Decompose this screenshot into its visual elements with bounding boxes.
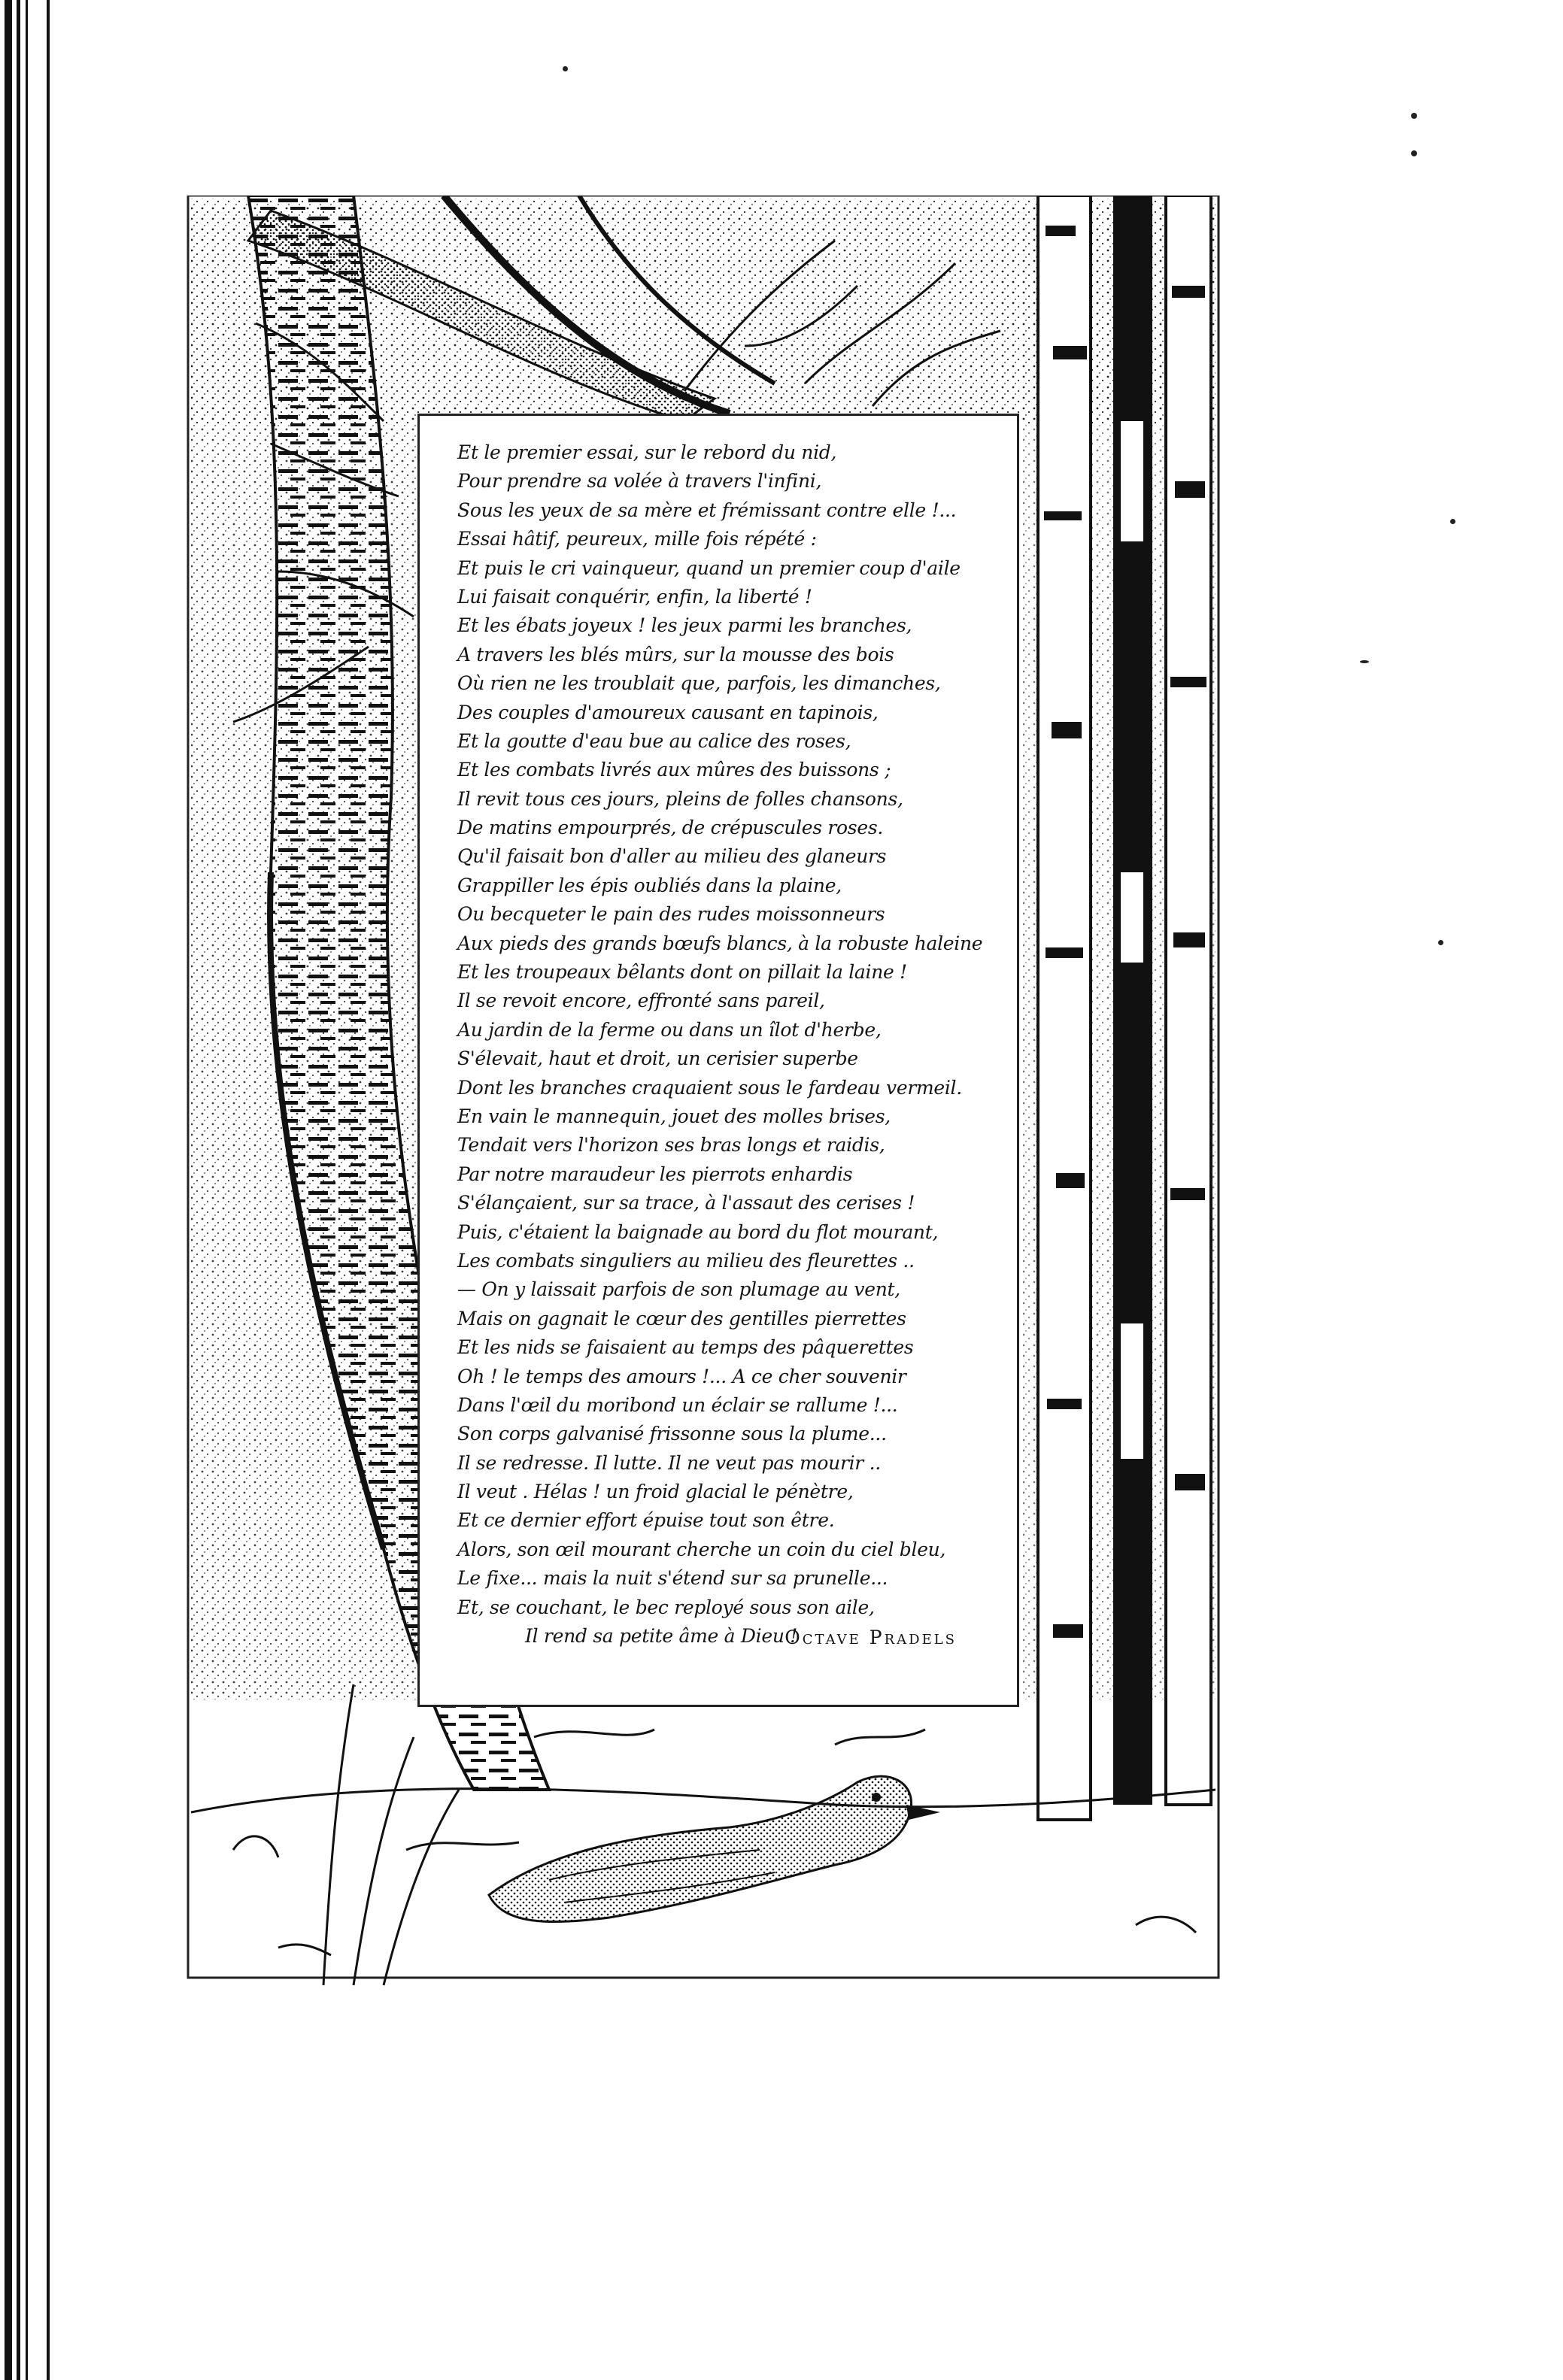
poem-line: Ou becqueter le pain des rudes moissonneurs — [457, 903, 885, 926]
poem-line: Oh ! le temps des amours !... A ce cher souvenir — [457, 1365, 906, 1387]
poem-line: Il revit tous ces jours, pleins de folles chansons, — [457, 787, 903, 810]
poem-line: Tendait vers l'horizon ses bras longs et raidis, — [457, 1134, 885, 1157]
poem-line: Où rien ne les troublait que, parfois, les dimanches, — [457, 672, 941, 695]
poem-line: Qu'il faisait bon d'aller au milieu des glaneurs — [457, 845, 887, 868]
poem-line: Et la goutte d'eau bue au calice des roses, — [457, 729, 851, 752]
poem-line: Par notre maraudeur les pierrots enhardis — [457, 1163, 853, 1185]
poem-line: Et les ébats joyeux ! les jeux parmi les branches, — [457, 614, 912, 637]
poem-line: Pour prendre sa volée à travers l'infini, — [457, 470, 822, 493]
author-signature: Octave Pradels — [785, 1627, 957, 1648]
poem-line: Il se revoit encore, effronté sans pareil, — [457, 990, 825, 1012]
poem-line: Et les nids se faisaient au temps des pâquerettes — [457, 1336, 914, 1359]
poem-line: Aux pieds des grands bœufs blancs, à la robuste haleine — [457, 932, 983, 954]
poem-line: Et puis le cri vainqueur, quand un premier coup d'aile — [457, 556, 961, 579]
poem-line: Et les troupeaux bêlants dont on pillait la laine ! — [457, 961, 907, 984]
poem-line: De matins empourprés, de crépuscules roses. — [457, 817, 883, 839]
poem-line: S'élevait, haut et droit, un cerisier superbe — [457, 1048, 858, 1070]
poem-line: Mais on gagnait le cœur des gentilles pierrettes — [457, 1307, 906, 1329]
birch-forest-illustration — [158, 196, 1226, 2030]
poem-line: Sous les yeux de sa mère et frémissant contre elle !... — [457, 499, 957, 521]
poem-line: Il veut . Hélas ! un froid glacial le pénètre, — [457, 1481, 854, 1503]
poem-text — [457, 438, 999, 1651]
poem-line: Et, se couchant, le bec reployé sous son aile, — [457, 1596, 875, 1618]
page-binding-edge — [0, 0, 59, 2380]
poem-line: A travers les blés mûrs, sur la mousse des bois — [457, 643, 894, 665]
poem-line: Au jardin de la ferme ou dans un îlot d'herbe, — [457, 1018, 882, 1041]
poem-line: Dont les branches craquaient sous le fardeau vermeil. — [457, 1076, 962, 1099]
poem-line: Et les combats livrés aux mûres des buissons ; — [457, 759, 891, 781]
poem-line: Grappiller les épis oubliés dans la plaine, — [457, 874, 842, 896]
poem-line: Son corps galvanisé frissonne sous la plume... — [457, 1423, 887, 1445]
poem-line: Et le premier essai, sur le rebord du nid, — [457, 441, 837, 463]
poem-line: Et ce dernier effort épuise tout son être. — [457, 1509, 835, 1532]
poem-line: Essai hâtif, peureux, mille fois répété : — [457, 528, 817, 550]
poem-line: Puis, c'étaient la baignade au bord du flot mourant, — [457, 1220, 939, 1243]
poem-line: Dans l'œil du moribond un éclair se rallume !... — [457, 1393, 898, 1416]
poem-line: — On y laissait parfois de son plumage au vent, — [457, 1278, 900, 1301]
poem-line: Le fixe... mais la nuit s'étend sur sa prunelle... — [457, 1567, 888, 1590]
poem-panel — [417, 414, 1019, 1707]
poem-line: Des couples d'amoureux causant en tapinois, — [457, 701, 879, 723]
poem-line: En vain le mannequin, jouet des molles brises, — [457, 1105, 891, 1127]
poem-line: S'élançaient, sur sa trace, à l'assaut des cerises ! — [457, 1192, 915, 1214]
poem-line: Lui faisait conquérir, enfin, la liberté ! — [457, 585, 812, 608]
poem-final-line: Il rend sa petite âme à Dieu ! — [525, 1625, 798, 1648]
poem-line: Il se redresse. Il lutte. Il ne veut pas mourir .. — [457, 1451, 881, 1474]
poem-line: Alors, son œil mourant cherche un coin du ciel bleu, — [457, 1538, 946, 1560]
poem-line: Les combats singuliers au milieu des fleurettes .. — [457, 1249, 915, 1272]
